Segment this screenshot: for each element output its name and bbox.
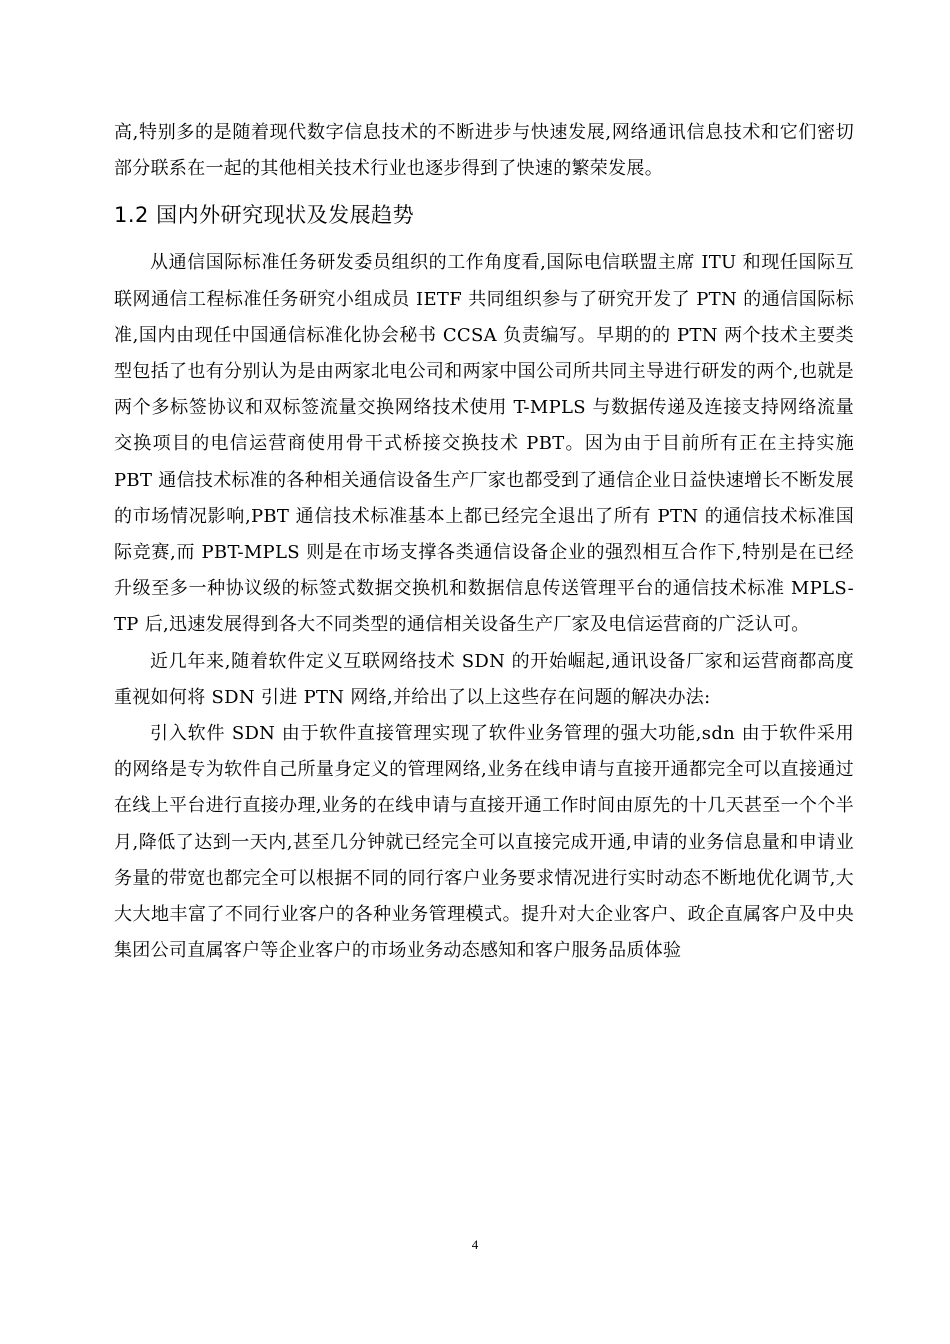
- page-body: [114, 115, 854, 969]
- section-heading: 1.2 国内外研究现状及发展趋势: [114, 203, 415, 228]
- paragraph-sdn-intro: 近几年来,随着软件定义互联网络技术 SDN 的开始崛起,通讯设备厂家和运营商都高度重视如何将 SDN 引进 PTN 网络,并给出了以上这些存在问题的解决办法:: [114, 650, 854, 708]
- paragraph-standards: 从通信国际标准任务研发委员组织的工作角度看,国际电信联盟主席 ITU 和现任国际互联网通信工程标准任务研究小组成员 IETF 共同组织参与了研究开发了 PTN 的通信国际标准,国内由现任中国通信标准化协会秘书 CCSA 负责编写。早期的的 PTN 两个技术主要类型包括了也有分别认为是由两家北电公司和两家中国公司所共同主导进行研发的两个,也就是两个多标签协议和双标签流量交换网络技术使用 T-MPLS 与数据传递及连接支持网络流量交换项目的电信运营商使用骨干式桥接交换技术 PBT。因为由于目前所有正在主持实施 PBT 通信技术标准的各种相关通信设备生产厂家也都受到了通信企业日益快速增长不断发展的市场情况影响,PBT 通信技术标准基本上都已经完全退出了所有 PTN 的通信技术标准国际竞赛,而 PBT-MPLS 则是在市场支撑各类通信设备企业的强烈相互合作下,特别是在已经升级至多一种协议级的标签式数据交换机和数据信息传送管理平台的通信技术标准 MPLS-TP 后,迅速发展得到各大不同类型的通信相关设备生产厂家及电信运营商的广泛认可。: [114, 252, 854, 636]
- paragraph-continuation: 高,特别多的是随着现代数字信息技术的不断进步与快速发展,网络通讯信息技术和它们密切部分联系在一起的其他相关技术行业也逐步得到了快速的繁荣发展。: [114, 122, 854, 180]
- paragraph-sdn-benefits: 引入软件 SDN 由于软件直接管理实现了软件业务管理的强大功能,sdn 由于软件采用的网络是专为软件自己所量身定义的管理网络,业务在线申请与直接开通都完全可以直接通过在线上平台进行直接办理,业务的在线申请与直接开通工作时间由原先的十几天甚至一个个半月,降低了达到一天内,甚至几分钟就已经完全可以直接完成开通,申请的业务信息量和申请业务量的带宽也都完全可以根据不同的同行客户业务要求情况进行实时动态不断地优化调节,大大大地丰富了不同行业客户的各种业务管理模式。提升对大企业客户、政企直属客户及中央集团公司直属客户等企业客户的市场业务动态感知和客户服务品质体验: [114, 723, 854, 962]
- page-number: 4: [471, 1237, 479, 1252]
